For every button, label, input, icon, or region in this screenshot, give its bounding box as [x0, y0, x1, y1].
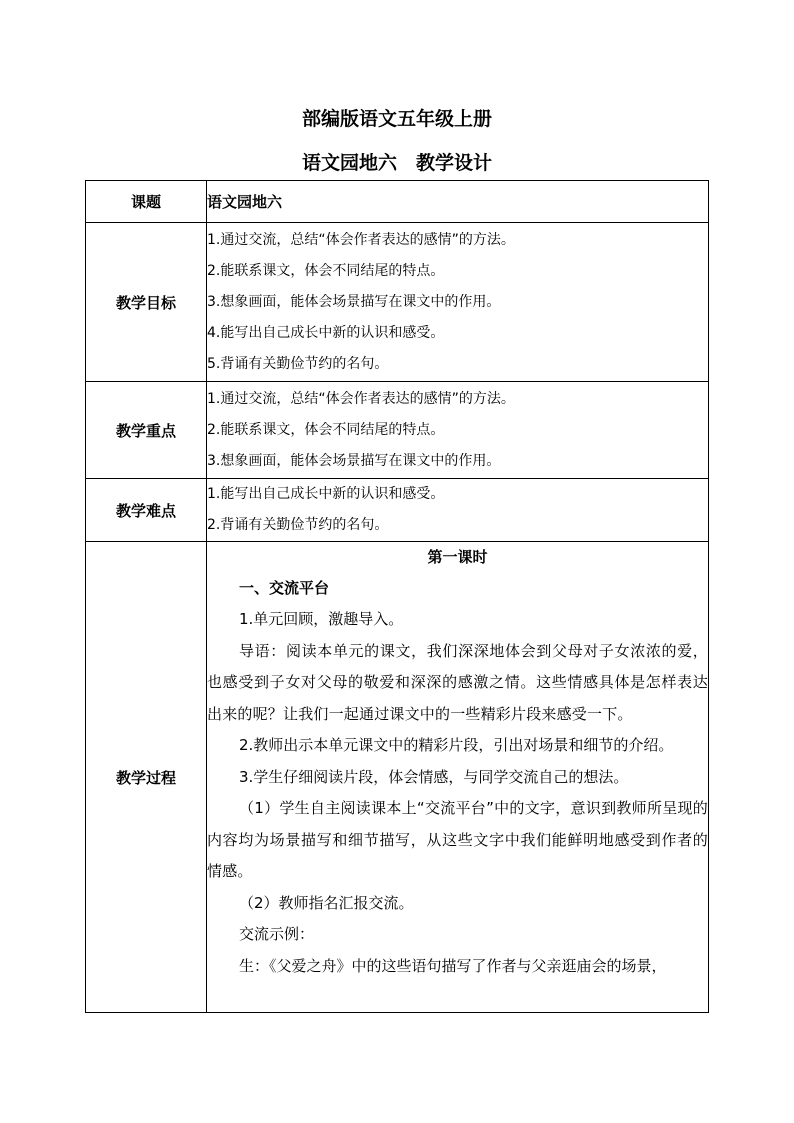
goal-item: 3.想象画面，能体会场景描写在课文中的作用。 — [207, 293, 501, 310]
difficulties-cell — [207, 479, 709, 542]
process-step: 2.教师出示本单元课文中的精彩片段，引出对场景和细节的介绍。 — [239, 736, 674, 754]
key-points-cell — [207, 382, 709, 479]
lesson-heading: 第一课时 — [427, 548, 488, 566]
row-process — [86, 542, 709, 1013]
row-goals — [86, 223, 709, 382]
topic-label: 课题 — [86, 181, 207, 223]
difficulty-item: 2.背诵有关勤俭节约的名句。 — [207, 517, 389, 533]
topic-cell — [207, 181, 709, 223]
row-difficulties — [86, 479, 709, 542]
process-label: 教学过程 — [86, 542, 207, 1013]
goal-item: 1.通过交流，总结“体会作者表达的感情”的方法。 — [207, 231, 515, 248]
process-step: 3.学生仔细阅读片段，体会情感，与同学交流自己的想法。 — [239, 767, 629, 786]
process-step: 交流示例： — [239, 925, 315, 943]
difficulty-item: 1.能写出自己成长中新的认识和感受。 — [207, 486, 445, 502]
goals-cell — [207, 223, 709, 382]
topic-value: 语文园地六 — [207, 193, 283, 211]
key-point-item: 2.能联系课文，体会不同结尾的特点。 — [207, 421, 445, 438]
process-paragraph: 生：《父爱之舟》中的这些语句描写了作者与父亲逛庙会的场景， — [239, 956, 667, 975]
row-key-points — [86, 382, 709, 479]
key-point-item: 3.想象画面，能体会场景描写在课文中的作用。 — [207, 452, 501, 469]
row-topic — [86, 181, 709, 223]
process-paragraph: 导语：阅读本单元的课文，我们深深地体会到父母对子女浓浓的爱，也感受到子女对父母的敬爱和深深的感激之情。这些情感具体是怎样表达出来的呢？让我们一起通过课文中的一些精彩片段来感受一下。 — [207, 641, 708, 723]
process-step: 1.单元回顾，激趣导入。 — [239, 610, 404, 628]
document-subtitle: 语文园地六 教学设计 — [301, 152, 492, 174]
lesson-plan-table — [85, 180, 709, 1013]
goal-item: 5.背诵有关勤俭节约的名句。 — [207, 355, 389, 372]
goals-label: 教学目标 — [86, 223, 207, 382]
key-point-item: 1.通过交流，总结“体会作者表达的感情”的方法。 — [207, 390, 515, 407]
goal-item: 4.能写出自己成长中新的认识和感受。 — [207, 324, 445, 341]
goal-item: 2.能联系课文，体会不同结尾的特点。 — [207, 262, 445, 279]
difficulties-label: 教学难点 — [86, 479, 207, 542]
document-title: 部编版语文五年级上册 — [301, 108, 492, 130]
section-heading: 一、交流平台 — [239, 579, 330, 597]
key-points-label: 教学重点 — [86, 382, 207, 479]
process-cell — [207, 542, 709, 1013]
process-paragraph: （1）学生自主阅读课本上“交流平台”中的文字，意识到教师所呈现的内容均为场景描写和细节描写，从这些文字中我们能鲜明地感受到作者的情感。 — [207, 799, 708, 880]
process-step: （2）教师指名汇报交流。 — [239, 893, 414, 912]
